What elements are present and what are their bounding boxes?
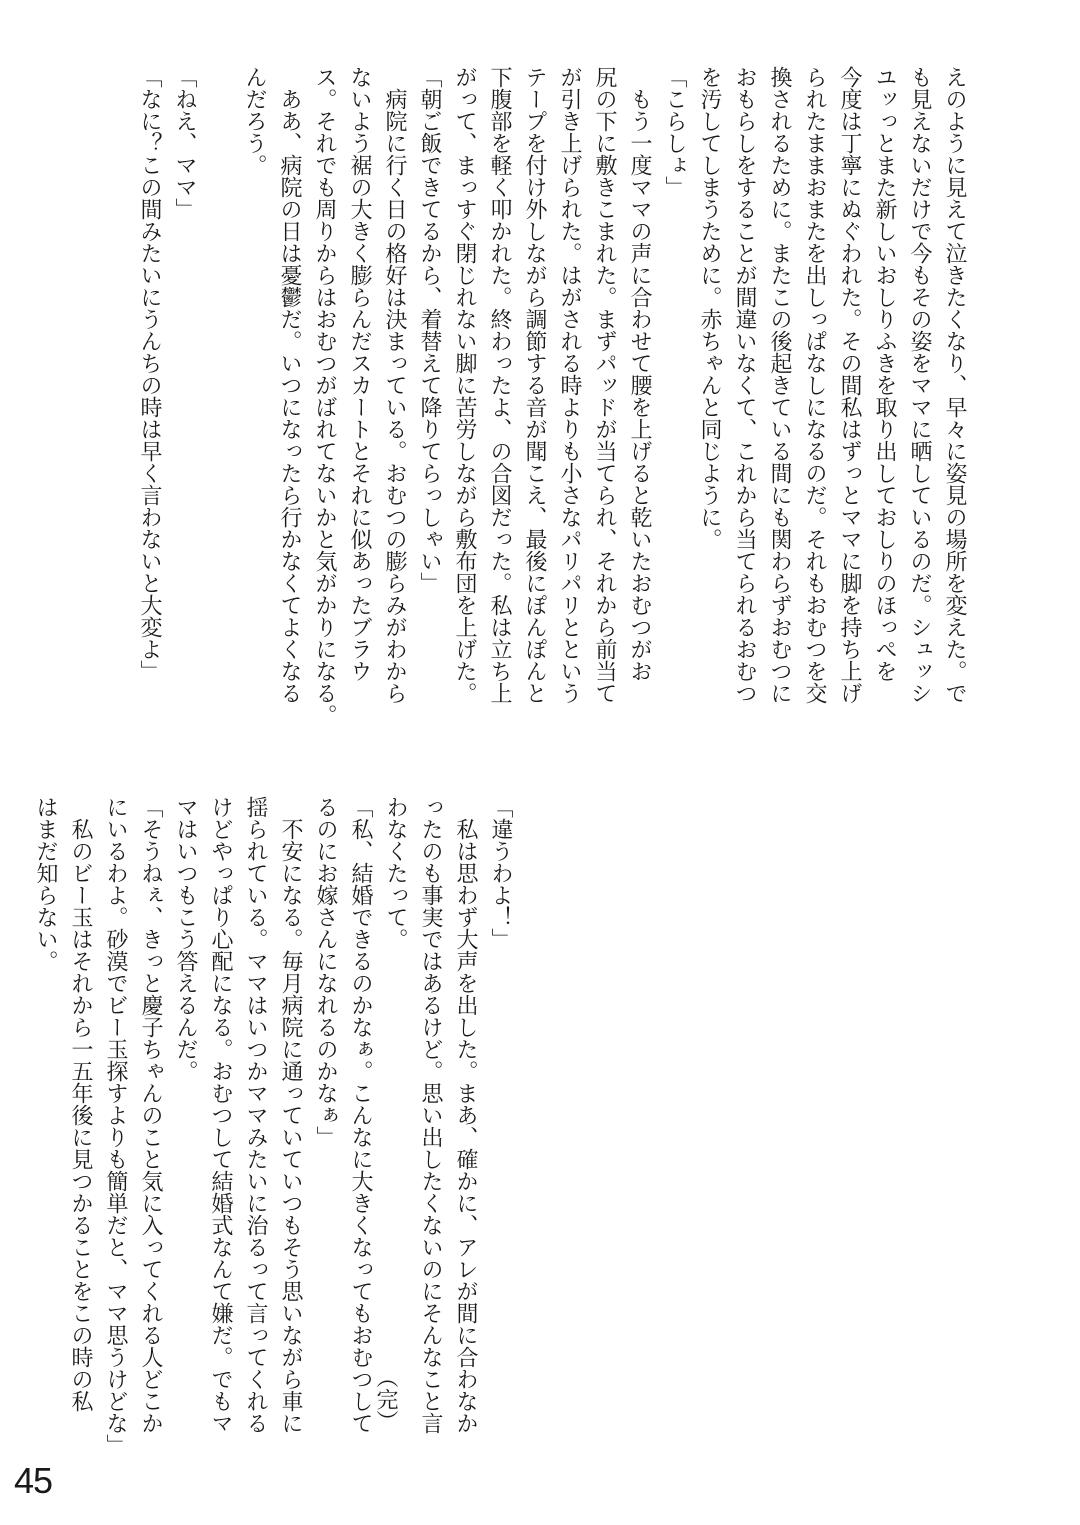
- text-line: にいるわよ。砂漠でビー玉探すよりも簡単だと、ママ思うけどな」: [103, 796, 128, 1456]
- text-line: 「こらしょ」: [662, 66, 687, 198]
- text-line: ないよう裾の大きく膨らんだスカートとそれに似あったブラウ: [347, 66, 372, 682]
- text-line: 「私、結婚できるのかなぁ。こんなに大きくなってもおむつして: [348, 796, 373, 1434]
- text-line: ユッっとまた新しいおしりふきを取り出しておしりのほっぺを: [872, 66, 897, 682]
- text-line: テープを付け外しながら調節する音が聞こえ、最後にぽんぽんと: [522, 66, 547, 704]
- text-line: 私は思わず大声を出した。まあ、確かに、アレが間に合わなか: [453, 796, 478, 1434]
- text-line: られたままおまたを出しっぱなしになるのだ。それもおむつを交: [802, 66, 827, 704]
- text-line: 病院に行く日の格好は決まっている。おむつの膨らみがわから: [382, 66, 407, 704]
- text-line: 「朝ご飯できてるから、着替えて降りてらっしゃい」: [417, 66, 442, 594]
- text-line: 換されるために。またこの後起きている間にも関わらずおむつに: [767, 66, 792, 704]
- text-line: ス。それでも周りからはおむつがばれてないかと気がかりになる。: [312, 66, 337, 726]
- text-line: を汚してしまうために。赤ちゃんと同じように。: [697, 66, 722, 550]
- text-line: ったのも事実ではあるけど。思い出したくないのにそんなこと言: [418, 796, 443, 1434]
- text-line: 「なに？この間みたいにうんちの時は早く言わないと大変よ」: [137, 66, 162, 682]
- blank-line: [202, 66, 237, 750]
- page-number: 45: [14, 1460, 53, 1501]
- text-line: 不安になる。毎月病院に通っていていつもそう思いながら車に: [278, 796, 303, 1434]
- text-line: けどやっぱり心配になる。おむつして結婚式なんて嫌だ。でもマ: [208, 796, 233, 1434]
- text-line: 尻の下に敷きこまれた。まずパッドが当てられ、それから前当て: [592, 66, 617, 704]
- text-line: 今度は丁寧にぬぐわれた。その間私はずっとママに脚を持ち上げ: [837, 66, 862, 704]
- text-line: もう一度ママの声に合わせて腰を上げると乾いたおむつがお: [627, 66, 652, 682]
- text-line: 「そうねぇ、きっと慶子ちゃんのこと気に入ってくれる人どこか: [138, 796, 163, 1434]
- end-mark: （完）: [373, 1366, 398, 1432]
- text-line: えのように見えて泣きたくなり、早々に姿見の場所を変えた。で: [942, 66, 967, 704]
- text-line: 「違うわよ！」: [488, 796, 513, 950]
- text-line: おもらしをすることが間違いなくて、これから当てられるおむつ: [732, 66, 757, 704]
- text-line: るのにお嫁さんになれるのかなぁ」: [313, 796, 338, 1148]
- text-line: はまだ知らない。: [33, 796, 58, 972]
- text-line: 「ねえ、ママ」: [172, 66, 197, 220]
- text-line: が引き上げられた。はがされる時よりも小さなパリパリとという: [557, 66, 582, 704]
- text-line: 下腹部を軽く叩かれた。終わったよ、の合図だった。私は立ち上: [487, 66, 512, 704]
- text-line: ああ、病院の日は憂鬱だ。いつになったら行かなくてよくなる: [277, 66, 302, 704]
- text-line: わなくたって。: [383, 796, 408, 950]
- text-line: マはいつもこう答えるんだ。: [173, 796, 198, 1082]
- text-line: 揺られている。ママはいつかママみたいに治るって言ってくれる: [243, 796, 268, 1434]
- text-line: んだろう。: [242, 66, 267, 176]
- text-line: も見えないだけで今もその姿をママに晒しているのだ。シュッシ: [907, 66, 932, 704]
- text-line: 私のビー玉はそれから一五年後に見つかることをこの時の私: [68, 796, 93, 1412]
- upper-text-block: [132, 66, 972, 750]
- text-line: がって、まっすぐ閉じれない脚に苦労しながら敷布団を上げた。: [452, 66, 477, 704]
- lower-text-block: [28, 796, 518, 1476]
